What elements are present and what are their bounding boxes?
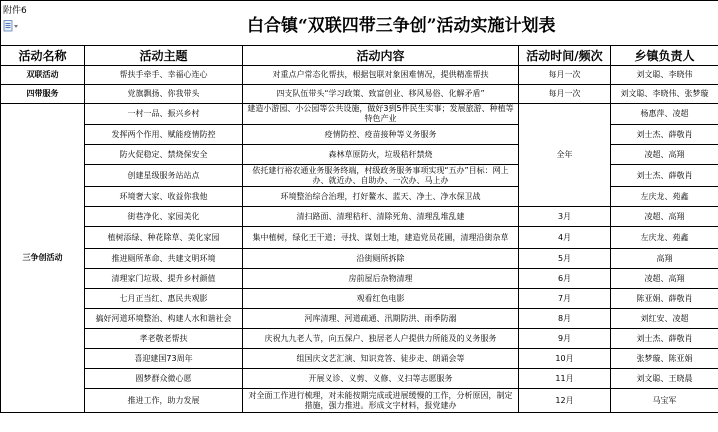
theme-cell[interactable]: 喜迎建国73周年 <box>85 349 243 369</box>
content-cell[interactable]: 集中植树，绿化王干道；寻找、谋划土地，建造党员花圃，清理沿街杂草 <box>243 227 519 249</box>
time-cell[interactable]: 每月一次 <box>519 66 611 85</box>
time-cell[interactable]: 7月 <box>519 289 611 309</box>
category-cell[interactable]: 双联活动 <box>1 66 85 85</box>
leader-cell[interactable]: 杨惠萍、凌超 <box>611 104 718 125</box>
theme-cell[interactable]: 一村一品、振兴乡村 <box>85 104 243 125</box>
time-cell[interactable]: 4月 <box>519 227 611 249</box>
content-cell[interactable]: 森林草原防火，垃圾秸秆禁烧 <box>243 145 519 165</box>
leader-cell[interactable]: 张梦璇、陈亚娟 <box>611 349 718 369</box>
leader-cell[interactable]: 凌超、高翔 <box>611 207 718 227</box>
time-cell[interactable]: 3月 <box>519 207 611 227</box>
time-cell[interactable]: 5月 <box>519 249 611 269</box>
leader-cell[interactable]: 刘文聪、王晓晨 <box>611 369 718 389</box>
theme-cell[interactable]: 环境奢大家、收益你我他 <box>85 187 243 207</box>
leader-cell[interactable]: 左庆龙、苑鑫 <box>611 227 718 249</box>
theme-cell[interactable]: 孝老敬老帮扶 <box>85 329 243 349</box>
leader-cell[interactable]: 马宝军 <box>611 389 718 413</box>
theme-cell[interactable]: 搞好河道环境整治、构建人水和谐社会 <box>85 309 243 329</box>
content-cell[interactable]: 对全面工作进行梳理，对未能按期完成或进展缓慢的工作，分析原因，制定措施，强力推进。形成文字材料，报党建办 <box>243 389 519 413</box>
theme-cell[interactable]: 清理家门垃圾、提升乡村颜值 <box>85 269 243 289</box>
category-cell[interactable]: 四带服务 <box>1 85 85 104</box>
column-header-activity-name: 活动名称 <box>1 46 85 66</box>
time-cell[interactable]: 6月 <box>519 269 611 289</box>
leader-cell[interactable]: 陈亚娟、薛敬肖 <box>611 289 718 309</box>
theme-cell[interactable]: 发挥两个作用、赋能疫情防控 <box>85 125 243 145</box>
theme-cell[interactable]: 创建星级服务站站点 <box>85 165 243 187</box>
table-row <box>1 187 718 207</box>
content-cell[interactable]: 四支队伍带头“学习政策、致富创业、移风易俗、化解矛盾” <box>243 85 519 104</box>
table-row <box>1 66 718 85</box>
content-cell[interactable]: 依托建行裕农通业务服务终端，村级政务服务事项实现“五办”目标：网上办、就近办、自助办、一次办、马上办 <box>243 165 519 187</box>
content-cell[interactable]: 河库清理、河道疏通、汛期防洪、雨季防溺 <box>243 309 519 329</box>
leader-cell[interactable]: 刘文聪、李晓伟 <box>611 66 718 85</box>
time-cell[interactable]: 9月 <box>519 329 611 349</box>
column-header-content: 活动内容 <box>243 46 519 66</box>
content-cell[interactable]: 对重点户常态化帮扶，根据包联对象困难情况，提供精准帮扶 <box>243 66 519 85</box>
theme-cell[interactable]: 防火促稳定、禁烧保安全 <box>85 145 243 165</box>
time-cell[interactable]: 12月 <box>519 389 611 413</box>
content-cell[interactable]: 沿街厕所拆除 <box>243 249 519 269</box>
table-row <box>1 269 718 289</box>
table-row <box>1 104 718 125</box>
content-cell[interactable]: 开展义诊、义剪、义修、义扫等志愿服务 <box>243 369 519 389</box>
time-cell-merged[interactable]: 全年 <box>519 104 611 207</box>
content-cell[interactable]: 环境整治综合治理，打好鳌水、蓝天、净土、净水保卫战 <box>243 187 519 207</box>
table-row <box>1 309 718 329</box>
time-cell[interactable]: 每月一次 <box>519 85 611 104</box>
table-row <box>1 349 718 369</box>
table-row <box>1 125 718 145</box>
table-row <box>1 389 718 413</box>
theme-cell[interactable]: 帮扶手牵手、幸福心连心 <box>85 66 243 85</box>
table-row <box>1 369 718 389</box>
content-cell[interactable]: 组国庆文艺汇演、知识竞答、徒步走、朗诵会等 <box>243 349 519 369</box>
column-header-leader: 乡镇负责人 <box>611 46 718 66</box>
table-row <box>1 85 718 104</box>
content-cell[interactable]: 房前屋后杂物清理 <box>243 269 519 289</box>
content-cell[interactable]: 观看红色电影 <box>243 289 519 309</box>
leader-cell[interactable]: 左庆龙、苑鑫 <box>611 187 718 207</box>
leader-cell[interactable]: 刘士杰、薛敬肖 <box>611 329 718 349</box>
theme-cell[interactable]: 党旗飘扬、你我带头 <box>85 85 243 104</box>
time-cell[interactable]: 10月 <box>519 349 611 369</box>
theme-cell[interactable]: 街巷净化、家园美化 <box>85 207 243 227</box>
content-cell[interactable]: 庆祝九九老人节，向五保户、独居老人户提供力所能及的义务服务 <box>243 329 519 349</box>
content-cell[interactable]: 疫情防控、疫苗接种等义务服务 <box>243 125 519 145</box>
table-row <box>1 207 718 227</box>
leader-cell[interactable]: 凌超、高翔 <box>611 269 718 289</box>
table-row <box>1 165 718 187</box>
column-header-time: 活动时间/频次 <box>519 46 611 66</box>
theme-cell[interactable]: 七月正当红、惠民共观影 <box>85 289 243 309</box>
content-cell[interactable]: 建造小游园、小公园等公共设施，做好3到5件民生实事；发展旅游、种植等特色产业 <box>243 104 519 125</box>
table-row <box>1 329 718 349</box>
table-row <box>1 227 718 249</box>
table-row <box>1 249 718 269</box>
document-title: 白合镇“双联四带三争创”活动实施计划表 <box>85 1 718 46</box>
theme-cell[interactable]: 圆梦群众微心愿 <box>85 369 243 389</box>
table-row <box>1 145 718 165</box>
time-cell[interactable]: 11月 <box>519 369 611 389</box>
leader-cell[interactable]: 刘文聪、李晓伟、张梦璇 <box>611 85 718 104</box>
time-cell[interactable]: 8月 <box>519 309 611 329</box>
leader-cell[interactable]: 高翔 <box>611 249 718 269</box>
file-icon[interactable] <box>3 20 83 35</box>
leader-cell[interactable]: 刘红安、凌超 <box>611 309 718 329</box>
leader-cell[interactable]: 凌超、高翔 <box>611 145 718 165</box>
column-header-theme: 活动主题 <box>85 46 243 66</box>
attachment-label: 附件6 <box>3 6 27 16</box>
leader-cell[interactable]: 刘士杰、薛敬肖 <box>611 125 718 145</box>
theme-cell[interactable]: 推进工作，助力发展 <box>85 389 243 413</box>
table-row <box>1 289 718 309</box>
attachment-cell[interactable] <box>1 1 85 46</box>
theme-cell[interactable]: 推进厕所革命、共建文明环境 <box>85 249 243 269</box>
leader-cell[interactable]: 刘士杰、薛敬肖 <box>611 165 718 187</box>
theme-cell[interactable]: 植树添绿、种花除草、美化家园 <box>85 227 243 249</box>
content-cell[interactable]: 清扫路面、清理秸秆、清除死角、清理乱堆乱建 <box>243 207 519 227</box>
category-cell-merged[interactable]: 三争创活动 <box>1 104 85 413</box>
